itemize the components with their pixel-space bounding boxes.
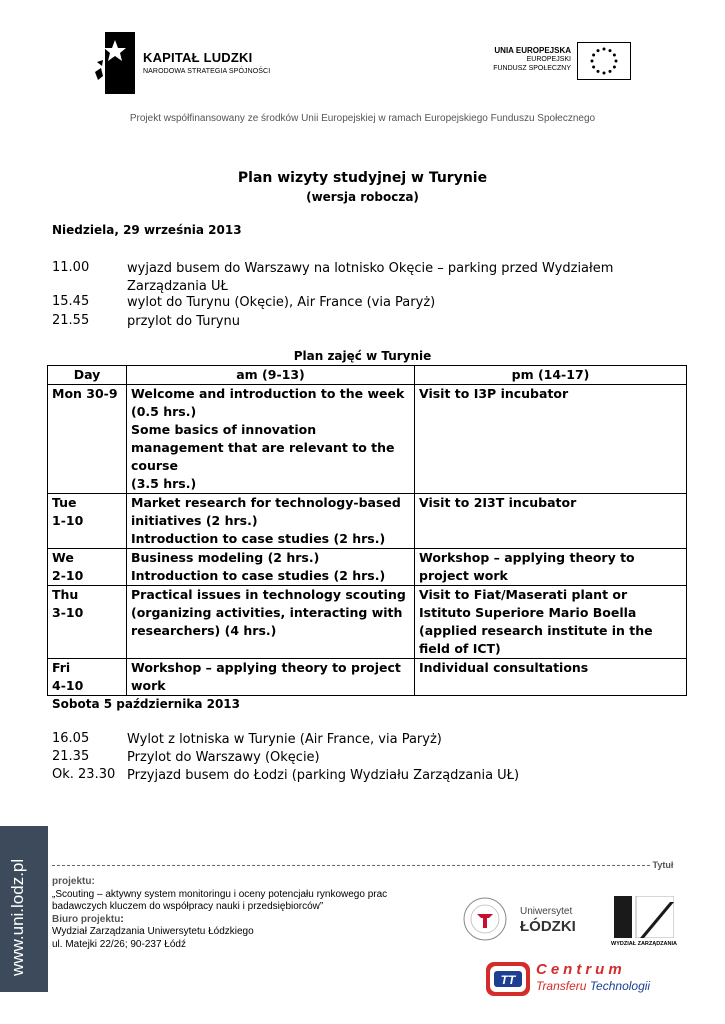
wydzial-zarzadzania-logo: [610, 896, 678, 952]
schedule-table: [47, 365, 687, 696]
footer-project-label: projektu:: [52, 876, 95, 887]
page-subtitle: (wersja robocza): [306, 190, 419, 204]
cell-day: Mon 30-9: [48, 385, 127, 494]
cell-pm: Workshop – applying theory to project work: [415, 549, 687, 586]
cell-pm: Visit to I3P incubator: [415, 385, 687, 494]
eu-logo-line1: UNIA EUROPEJSKA: [494, 46, 571, 55]
day2-itinerary: [52, 731, 672, 791]
university-lodz-logo: [462, 896, 592, 946]
ctt-logo-word-transferu: Transferu: [536, 979, 587, 993]
kapital-ludzki-title: KAPITAŁ LUDZKI: [143, 50, 253, 65]
ctt-logo-word-technologii: Technologii: [589, 979, 651, 993]
cofunding-note: Projekt współfinansowany ze środków Unii Europejskiej w ramach Europejskiego Funduszu Społecznego: [129, 113, 596, 124]
ctt-logo-line1: Centrum: [536, 961, 626, 978]
eu-logo-line3: FUNDUSZ SPOŁECZNY: [493, 65, 571, 72]
eu-logo-line2: EUROPEJSKI: [526, 56, 571, 63]
footer-title-label: Tytuł: [652, 860, 674, 870]
svg-text:TT: TT: [500, 973, 516, 987]
day2-heading: Sobota 5 października 2013: [52, 697, 240, 711]
cell-day: We 2-10: [48, 549, 127, 586]
itinerary-desc: Przyjazd busem do Łodzi (parking Wydziału Zarządzania UŁ): [127, 768, 520, 783]
footer-office-line1: Wydział Zarządzania Uniwersytetu Łódzkiego: [52, 926, 254, 937]
itinerary-desc: Wylot z lotniska w Turynie (Air France, via Paryż): [127, 732, 442, 747]
column-header-day: Day: [48, 366, 127, 385]
table-header-row: [48, 366, 687, 385]
university-logo-small: Uniwersytet: [520, 906, 573, 917]
itinerary-time: 15.45: [52, 294, 90, 309]
table-row: [48, 549, 687, 586]
footer-office-line2: ul. Matejki 22/26; 90-237 Łódź: [52, 938, 186, 950]
table-row: [48, 385, 687, 494]
itinerary-desc: przylot do Turynu: [127, 314, 240, 329]
university-logo-name: ŁÓDZKI: [520, 918, 576, 935]
footer-project-title-2: badawczych kluczem do współpracy nauki i przedsiębiorców”: [52, 901, 324, 912]
cell-pm: Visit to Fiat/Maserati plant or Istituto Superiore Mario Boella (applied research institute in the field of ICT): [415, 586, 687, 659]
table-row: [48, 659, 687, 696]
side-url-bar: [0, 826, 48, 992]
footer-divider: [52, 860, 682, 870]
table-row: [48, 494, 687, 549]
eu-flag-icon: [577, 42, 631, 80]
column-header-am: am (9-13): [127, 366, 415, 385]
itinerary-desc: wylot do Turynu (Okęcie), Air France (via Paryż): [127, 295, 436, 310]
schedule-body: [48, 385, 687, 696]
cell-day: Tue 1-10: [48, 494, 127, 549]
kapital-ludzki-subtitle: NARODOWA STRATEGIA SPÓJNOŚCI: [143, 68, 271, 75]
cell-am: Market research for technology-based initiatives (2 hrs.) Introduction to case studies (2 hrs.): [127, 494, 415, 549]
kapital-ludzki-emblem-icon: [95, 32, 135, 94]
ctt-logo: [486, 960, 666, 1000]
footer-office-label: Biuro projektu: [52, 913, 121, 925]
itinerary-time: 16.05: [52, 731, 90, 746]
itinerary-desc: Przylot do Warszawy (Okęcie): [127, 750, 320, 765]
itinerary-time: 21.35: [52, 749, 90, 764]
day1-heading: Niedziela, 29 września 2013: [52, 223, 242, 237]
cell-pm: Individual consultations: [415, 659, 687, 696]
footer-dash-line: [52, 865, 650, 866]
schedule-title: Plan zajęć w Turynie: [293, 349, 432, 363]
table-row: [48, 586, 687, 659]
day1-itinerary: [52, 260, 672, 332]
cell-day: Fri 4-10: [48, 659, 127, 696]
eu-logo: [475, 42, 633, 82]
cell-day: Thu 3-10: [48, 586, 127, 659]
cell-am: Business modeling (2 hrs.) Introduction to case studies (2 hrs.): [127, 549, 415, 586]
wz-emblem-icon: [614, 896, 674, 938]
footer-project-info: projektu: „Scouting – aktywny system monitoringu i oceny potencjału rynkowego prac badawczych kluczem do współpracy nauki i przedsiębiorców” Biuro projektu: Wydział Zarządzania Uniwersytetu Łódzkiego ul. Matejki 22/26; 90-237 Łódź: [52, 876, 388, 950]
cell-pm: Visit to 2I3T incubator: [415, 494, 687, 549]
ctt-emblem-icon: [486, 962, 530, 996]
ctt-logo-line2: [536, 979, 650, 993]
kapital-ludzki-logo: [95, 32, 285, 94]
wz-caption: WYDZIAŁ ZARZĄDZANIA: [611, 941, 677, 947]
cell-am: Practical issues in technology scouting (organizing activities, interacting with researchers) (4 hrs.): [127, 586, 415, 659]
itinerary-time: 11.00: [52, 260, 90, 275]
column-header-pm: pm (14-17): [415, 366, 687, 385]
itinerary-time: Ok. 23.30: [52, 767, 116, 782]
itinerary-desc: wyjazd busem do Warszawy na lotnisko Okęcie – parking przed Wydziałem Zarządzania UŁ: [127, 261, 614, 294]
itinerary-time: 21.55: [52, 313, 90, 328]
cell-am: Workshop – applying theory to project work: [127, 659, 415, 696]
page-title: Plan wizyty studyjnej w Turynie: [237, 170, 488, 186]
cell-am: Welcome and introduction to the week (0.5 hrs.) Some basics of innovation management that are relevant to the course (3.5 hrs.): [127, 385, 415, 494]
footer-project-title-1: „Scouting – aktywny system monitoringu i oceny potencjału rynkowego prac: [52, 888, 388, 900]
university-seal-icon: [462, 896, 508, 942]
side-url-text: www.uni.lodz.pl: [8, 858, 27, 976]
